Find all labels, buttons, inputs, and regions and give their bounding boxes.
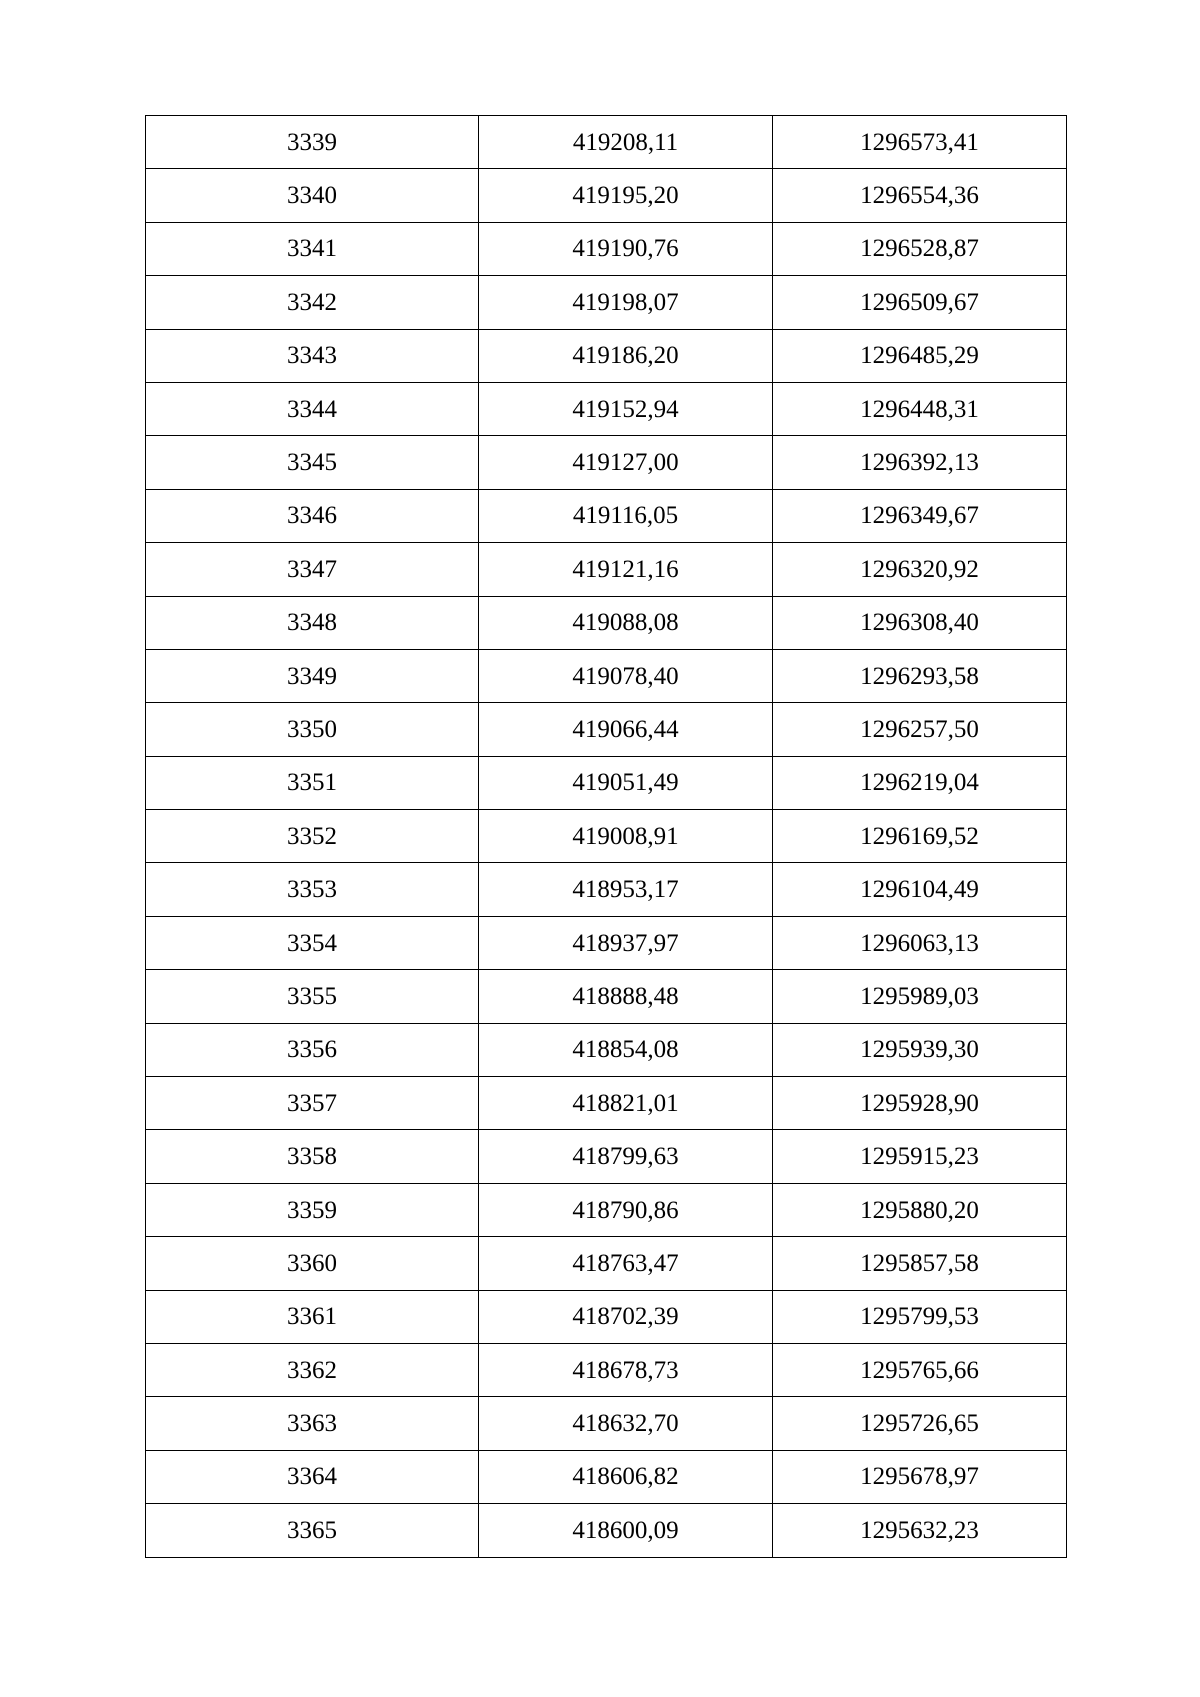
point-number-cell: 3365 [146,1504,479,1557]
x-coordinate-cell: 419195,20 [479,169,773,222]
table-row [146,649,1067,702]
table-row [146,329,1067,382]
x-coordinate-cell: 419127,00 [479,436,773,489]
x-coordinate-cell: 419116,05 [479,489,773,542]
x-coordinate-cell: 419186,20 [479,329,773,382]
x-coordinate-cell: 418799,63 [479,1130,773,1183]
table-row [146,1450,1067,1503]
point-number-cell: 3345 [146,436,479,489]
table-row [146,1504,1067,1557]
table-row [146,489,1067,542]
table-row [146,596,1067,649]
table-row [146,276,1067,329]
point-number-cell: 3352 [146,810,479,863]
point-number-cell: 3356 [146,1023,479,1076]
x-coordinate-cell: 419066,44 [479,703,773,756]
x-coordinate-cell: 418702,39 [479,1290,773,1343]
point-number-cell: 3355 [146,970,479,1023]
x-coordinate-cell: 419190,76 [479,222,773,275]
y-coordinate-cell: 1295939,30 [773,1023,1067,1076]
table-row [146,169,1067,222]
point-number-cell: 3362 [146,1343,479,1396]
coordinates-table [145,115,1067,1558]
y-coordinate-cell: 1296448,31 [773,382,1067,435]
y-coordinate-cell: 1296063,13 [773,916,1067,969]
x-coordinate-cell: 419088,08 [479,596,773,649]
point-number-cell: 3358 [146,1130,479,1183]
point-number-cell: 3351 [146,756,479,809]
y-coordinate-cell: 1296257,50 [773,703,1067,756]
y-coordinate-cell: 1295726,65 [773,1397,1067,1450]
table-row [146,1130,1067,1183]
y-coordinate-cell: 1295799,53 [773,1290,1067,1343]
y-coordinate-cell: 1295880,20 [773,1183,1067,1236]
x-coordinate-cell: 418632,70 [479,1397,773,1450]
y-coordinate-cell: 1295989,03 [773,970,1067,1023]
point-number-cell: 3359 [146,1183,479,1236]
table-row [146,543,1067,596]
table-row [146,703,1067,756]
point-number-cell: 3364 [146,1450,479,1503]
point-number-cell: 3342 [146,276,479,329]
y-coordinate-cell: 1296485,29 [773,329,1067,382]
x-coordinate-cell: 418937,97 [479,916,773,969]
table-row [146,222,1067,275]
x-coordinate-cell: 419121,16 [479,543,773,596]
y-coordinate-cell: 1296320,92 [773,543,1067,596]
point-number-cell: 3363 [146,1397,479,1450]
y-coordinate-cell: 1296392,13 [773,436,1067,489]
y-coordinate-cell: 1296509,67 [773,276,1067,329]
x-coordinate-cell: 419152,94 [479,382,773,435]
x-coordinate-cell: 419208,11 [479,116,773,169]
y-coordinate-cell: 1296219,04 [773,756,1067,809]
point-number-cell: 3347 [146,543,479,596]
point-number-cell: 3349 [146,649,479,702]
y-coordinate-cell: 1296349,67 [773,489,1067,542]
y-coordinate-cell: 1295915,23 [773,1130,1067,1183]
point-number-cell: 3340 [146,169,479,222]
point-number-cell: 3357 [146,1077,479,1130]
table-row [146,1183,1067,1236]
x-coordinate-cell: 418790,86 [479,1183,773,1236]
point-number-cell: 3353 [146,863,479,916]
point-number-cell: 3361 [146,1290,479,1343]
x-coordinate-cell: 419078,40 [479,649,773,702]
table-row [146,1343,1067,1396]
x-coordinate-cell: 418763,47 [479,1237,773,1290]
point-number-cell: 3344 [146,382,479,435]
y-coordinate-cell: 1295678,97 [773,1450,1067,1503]
x-coordinate-cell: 418888,48 [479,970,773,1023]
x-coordinate-cell: 419198,07 [479,276,773,329]
table-row [146,863,1067,916]
point-number-cell: 3341 [146,222,479,275]
table-row [146,382,1067,435]
table-row [146,116,1067,169]
point-number-cell: 3360 [146,1237,479,1290]
table-row [146,436,1067,489]
y-coordinate-cell: 1296293,58 [773,649,1067,702]
y-coordinate-cell: 1295765,66 [773,1343,1067,1396]
y-coordinate-cell: 1296308,40 [773,596,1067,649]
y-coordinate-cell: 1296169,52 [773,810,1067,863]
y-coordinate-cell: 1296528,87 [773,222,1067,275]
y-coordinate-cell: 1295857,58 [773,1237,1067,1290]
table-row [146,756,1067,809]
table-row [146,1077,1067,1130]
y-coordinate-cell: 1296104,49 [773,863,1067,916]
x-coordinate-cell: 418953,17 [479,863,773,916]
table-row [146,970,1067,1023]
table-row [146,1023,1067,1076]
table-row [146,810,1067,863]
x-coordinate-cell: 418854,08 [479,1023,773,1076]
point-number-cell: 3339 [146,116,479,169]
y-coordinate-cell: 1296573,41 [773,116,1067,169]
point-number-cell: 3343 [146,329,479,382]
table-row [146,916,1067,969]
y-coordinate-cell: 1295632,23 [773,1504,1067,1557]
x-coordinate-cell: 418821,01 [479,1077,773,1130]
y-coordinate-cell: 1296554,36 [773,169,1067,222]
x-coordinate-cell: 418606,82 [479,1450,773,1503]
x-coordinate-cell: 418678,73 [479,1343,773,1396]
table-row [146,1237,1067,1290]
coordinates-table-body [146,116,1067,1558]
point-number-cell: 3354 [146,916,479,969]
point-number-cell: 3350 [146,703,479,756]
x-coordinate-cell: 418600,09 [479,1504,773,1557]
point-number-cell: 3346 [146,489,479,542]
table-row [146,1290,1067,1343]
y-coordinate-cell: 1295928,90 [773,1077,1067,1130]
x-coordinate-cell: 419051,49 [479,756,773,809]
table-row [146,1397,1067,1450]
point-number-cell: 3348 [146,596,479,649]
x-coordinate-cell: 419008,91 [479,810,773,863]
